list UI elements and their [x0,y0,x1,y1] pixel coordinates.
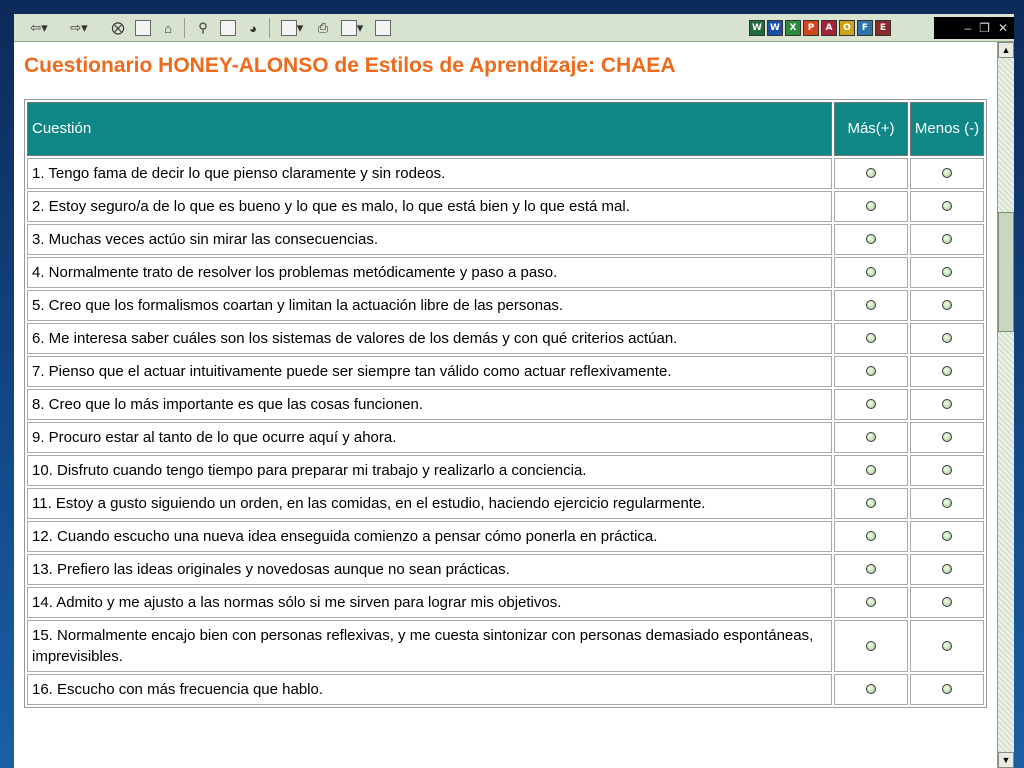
less-option-cell [910,191,984,222]
question-text: 2. Estoy seguro/a de lo que es bueno y lo que es malo, lo que está bien y lo que está mal. [27,191,832,222]
less-radio-button[interactable] [942,498,952,508]
restore-icon[interactable]: ❐ [979,21,990,35]
question-text: 9. Procuro estar al tanto de lo que ocurre aquí y ahora. [27,422,832,453]
less-radio-button[interactable] [942,267,952,277]
less-option-cell [910,257,984,288]
questionnaire-table [24,99,987,708]
question-text: 11. Estoy a gusto siguiendo un orden, en las comidas, en el estudio, haciendo ejercicio regularmente. [27,488,832,519]
browser-toolbar [14,14,1014,42]
page-title: Cuestionario HONEY-ALONSO de Estilos de Aprendizaje: CHAEA [24,54,676,77]
question-text: 4. Normalmente trato de resolver los problemas metódicamente y paso a paso. [27,257,832,288]
more-option-cell [834,422,908,453]
scroll-thumb[interactable] [998,212,1014,332]
more-radio-button[interactable] [866,531,876,541]
window-controls [934,17,1014,39]
more-option-cell [834,257,908,288]
frontpage-icon[interactable]: O [839,20,855,36]
table-row [27,554,984,585]
outlook-icon[interactable]: A [821,20,837,36]
home-icon[interactable]: ⌂ [164,20,172,36]
question-column-header: Cuestión [27,102,832,156]
table-row [27,290,984,321]
word-icon[interactable]: W [749,20,765,36]
more-radio-button[interactable] [866,597,876,607]
less-option-cell [910,455,984,486]
less-option-cell [910,158,984,189]
less-radio-button[interactable] [942,597,952,607]
more-option-cell [834,587,908,618]
table-row [27,257,984,288]
more-radio-button[interactable] [866,684,876,694]
less-radio-button[interactable] [942,531,952,541]
more-radio-button[interactable] [866,432,876,442]
less-option-cell [910,323,984,354]
more-radio-button[interactable] [866,168,876,178]
less-option-cell [910,224,984,255]
more-option-cell [834,158,908,189]
publisher-icon[interactable]: F [857,20,873,36]
more-radio-button[interactable] [866,300,876,310]
toolbar-separator [184,18,185,38]
more-radio-button[interactable] [866,399,876,409]
powerpoint-icon[interactable]: X [785,20,801,36]
refresh-icon[interactable] [134,19,152,37]
less-option-cell [910,389,984,420]
more-option-cell [834,674,908,705]
table-row [27,323,984,354]
more-option-cell [834,521,908,552]
question-text: 5. Creo que los formalismos coartan y limitan la actuación libre de las personas. [27,290,832,321]
less-radio-button[interactable] [942,465,952,475]
table-row [27,389,984,420]
stop-icon[interactable]: ⨂ [111,20,125,35]
question-text: 10. Disfruto cuando tengo tiempo para preparar mi trabajo y realizarlo a conciencia. [27,455,832,486]
history-icon[interactable]: ◕ [249,20,257,36]
less-radio-button[interactable] [942,641,952,651]
question-text: 1. Tengo fama de decir lo que pienso claramente y sin rodeos. [27,158,832,189]
less-option-cell [910,356,984,387]
minimize-icon[interactable]: – [964,21,972,35]
more-radio-button[interactable] [866,333,876,343]
discuss-icon[interactable] [374,19,392,37]
less-radio-button[interactable] [942,399,952,409]
more-column-header: Más(+) [834,102,908,156]
scroll-up-icon[interactable]: ▲ [998,42,1014,58]
less-option-cell [910,554,984,585]
question-text: 15. Normalmente encajo bien con personas reflexivas, y me cuesta sintonizar con personas demasiado espontáneas, imprevisibles. [27,620,832,672]
table-row [27,224,984,255]
more-option-cell [834,488,908,519]
less-column-header: Menos (-) [910,102,984,156]
less-option-cell [910,587,984,618]
close-icon[interactable]: ✕ [997,21,1008,35]
more-option-cell [834,389,908,420]
table-row [27,620,984,672]
more-option-cell [834,554,908,585]
question-text: 8. Creo que lo más importante es que las cosas funcionen. [27,389,832,420]
edit-icon[interactable]: ▾ [339,19,365,37]
question-text: 12. Cuando escucho una nueva idea enseguida comienzo a pensar cómo ponerla en práctica. [27,521,832,552]
less-option-cell [910,422,984,453]
table-row [27,587,984,618]
table-row [27,521,984,552]
excel-icon[interactable]: W [767,20,783,36]
less-radio-button[interactable] [942,234,952,244]
access-icon[interactable]: P [803,20,819,36]
less-radio-button[interactable] [942,432,952,442]
question-text: 7. Pienso que el actuar intuitivamente puede ser siempre tan válido como actuar reflexivamente. [27,356,832,387]
more-radio-button[interactable] [866,201,876,211]
more-radio-button[interactable] [866,267,876,277]
less-option-cell [910,674,984,705]
more-option-cell [834,455,908,486]
more-radio-button[interactable] [866,366,876,376]
more-option-cell [834,323,908,354]
table-row [27,488,984,519]
less-radio-button[interactable] [942,201,952,211]
more-option-cell [834,224,908,255]
table-row [27,422,984,453]
more-radio-button[interactable] [866,564,876,574]
less-radio-button[interactable] [942,684,952,694]
more-radio-button[interactable] [866,498,876,508]
questionnaire-body [27,158,984,705]
browser-window [14,14,1014,768]
question-text: 6. Me interesa saber cuáles son los sistemas de valores de los demás y con qué criterios actúan. [27,323,832,354]
more-option-cell [834,191,908,222]
more-option-cell [834,356,908,387]
toolbar-separator [269,18,270,38]
more-radio-button[interactable] [866,641,876,651]
office-shortcut-bar [749,17,891,39]
question-text: 16. Escucho con más frecuencia que hablo. [27,674,832,705]
favorites-icon[interactable] [219,19,237,37]
forward-icon[interactable]: ⇨▾ [70,20,88,35]
more-option-cell [834,290,908,321]
back-icon[interactable]: ⇦▾ [30,20,48,35]
vertical-scrollbar[interactable] [997,42,1014,768]
less-radio-button[interactable] [942,333,952,343]
less-radio-button[interactable] [942,300,952,310]
table-row [27,356,984,387]
mail-icon[interactable]: ▾ [279,19,305,37]
explorer-icon[interactable]: E [875,20,891,36]
table-row [27,158,984,189]
more-option-cell [834,620,908,672]
more-radio-button[interactable] [866,234,876,244]
less-option-cell [910,290,984,321]
less-option-cell [910,521,984,552]
more-radio-button[interactable] [866,465,876,475]
less-radio-button[interactable] [942,564,952,574]
scroll-down-icon[interactable]: ▼ [998,752,1014,768]
less-radio-button[interactable] [942,366,952,376]
less-option-cell [910,488,984,519]
question-text: 13. Prefiero las ideas originales y novedosas aunque no sean prácticas. [27,554,832,585]
table-row [27,191,984,222]
table-header-row [27,102,984,156]
print-icon[interactable]: ⎙ [317,20,329,35]
table-row [27,455,984,486]
less-option-cell [910,620,984,672]
table-row [27,674,984,705]
less-radio-button[interactable] [942,168,952,178]
question-text: 14. Admito y me ajusto a las normas sólo si me sirven para lograr mis objetivos. [27,587,832,618]
search-icon[interactable]: ⚲ [198,20,208,35]
question-text: 3. Muchas veces actúo sin mirar las consecuencias. [27,224,832,255]
